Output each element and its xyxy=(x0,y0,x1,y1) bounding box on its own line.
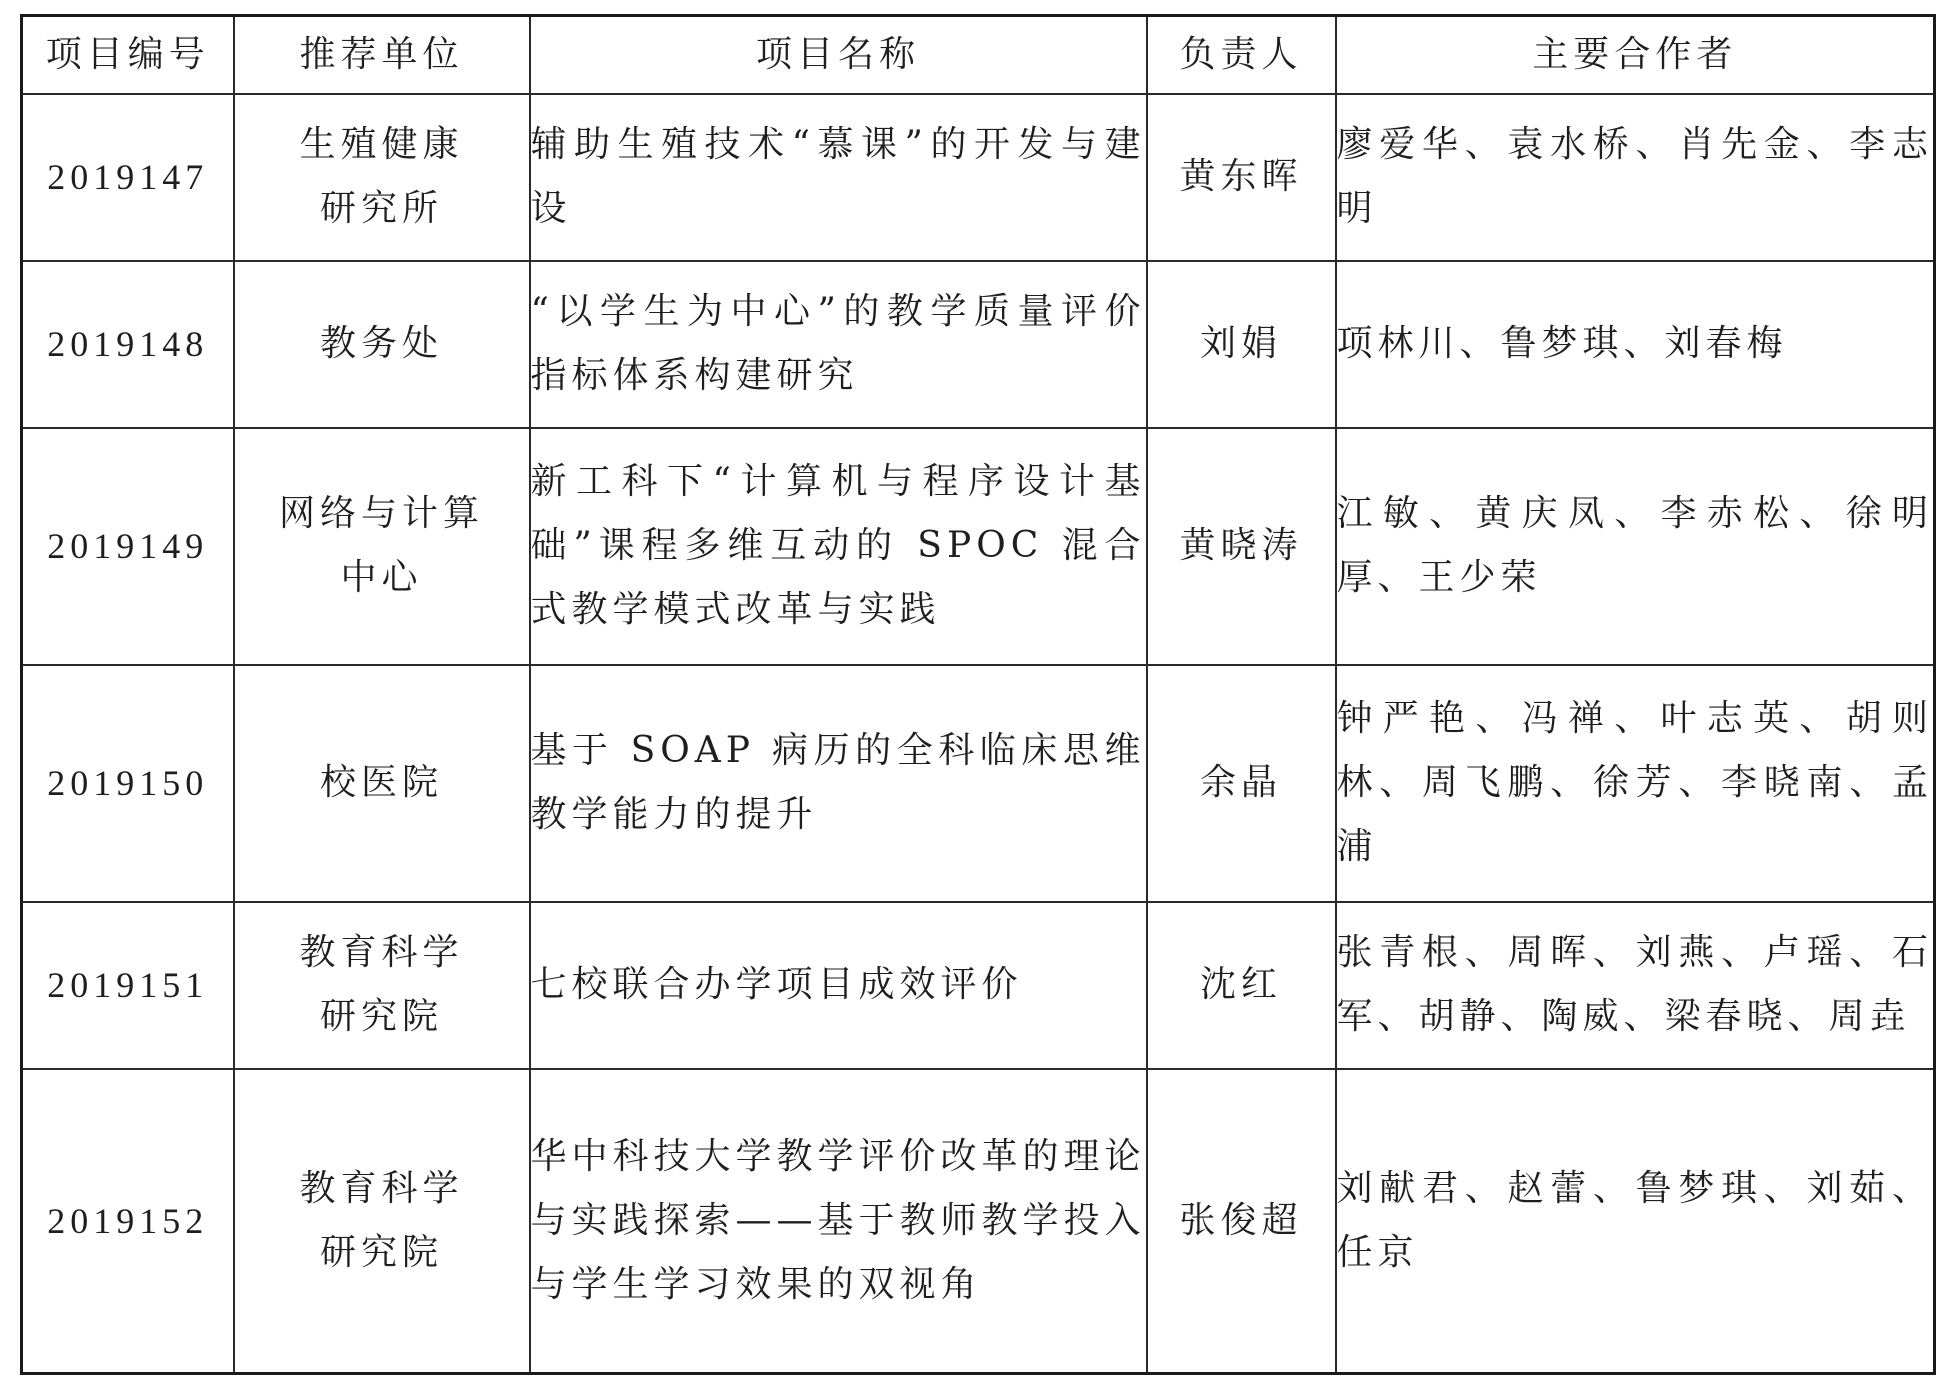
lead-cell: 沈红 xyxy=(1147,902,1336,1069)
header-project-id: 项目编号 xyxy=(22,16,234,94)
table-row xyxy=(22,94,1935,261)
project-id-cell: 2019151 xyxy=(22,902,234,1069)
lead-cell: 黄晓涛 xyxy=(1147,428,1336,665)
collaborators-cell: 张青根、周晖、刘燕、卢瑶、石军、胡静、陶威、梁春晓、周垚 xyxy=(1336,902,1935,1069)
project-name-cell: 华中科技大学教学评价改革的理论与实践探索——基于教师教学投入与学生学习效果的双视角 xyxy=(530,1069,1147,1374)
header-project-name: 项目名称 xyxy=(530,16,1147,94)
table-row xyxy=(22,428,1935,665)
unit-cell xyxy=(234,261,530,428)
collaborators-cell: 项林川、鲁梦琪、刘春梅 xyxy=(1336,261,1935,428)
project-name-cell: “以学生为中心”的教学质量评价指标体系构建研究 xyxy=(530,261,1147,428)
lead-cell: 刘娟 xyxy=(1147,261,1336,428)
project-id-cell: 2019148 xyxy=(22,261,234,428)
project-id-cell: 2019152 xyxy=(22,1069,234,1374)
project-name-cell: 基于 SOAP 病历的全科临床思维教学能力的提升 xyxy=(530,665,1147,902)
unit-cell xyxy=(234,902,530,1069)
lead-cell: 余晶 xyxy=(1147,665,1336,902)
table-row xyxy=(22,665,1935,902)
header-collaborators: 主要合作者 xyxy=(1336,16,1935,94)
project-id-cell: 2019149 xyxy=(22,428,234,665)
lead-cell: 张俊超 xyxy=(1147,1069,1336,1374)
collaborators-cell: 刘献君、赵蕾、鲁梦琪、刘茹、任京 xyxy=(1336,1069,1935,1374)
collaborators-cell: 钟严艳、冯禅、叶志英、胡则林、周飞鹏、徐芳、李晓南、孟浦 xyxy=(1336,665,1935,902)
unit-line: 教务处 xyxy=(319,323,443,364)
unit-cell xyxy=(234,94,530,261)
unit-cell xyxy=(234,428,530,665)
table-row xyxy=(22,261,1935,428)
project-name-cell: 新工科下“计算机与程序设计基础”课程多维互动的 SPOC 混合式教学模式改革与实践 xyxy=(530,428,1147,665)
header-lead: 负责人 xyxy=(1147,16,1336,94)
project-id-cell: 2019147 xyxy=(22,94,234,261)
unit-cell xyxy=(234,1069,530,1374)
table-row xyxy=(22,1069,1935,1374)
unit-line: 教育科学 研究院 xyxy=(299,932,464,1037)
unit-line: 网络与计算 中心 xyxy=(278,493,484,598)
collaborators-cell: 江敏、黄庆凤、李赤松、徐明厚、王少荣 xyxy=(1336,428,1935,665)
project-name-cell: 辅助生殖技术“慕课”的开发与建设 xyxy=(530,94,1147,261)
project-id-cell: 2019150 xyxy=(22,665,234,902)
projects-table xyxy=(20,14,1936,1375)
project-name-cell: 七校联合办学项目成效评价 xyxy=(530,902,1147,1069)
unit-line: 校医院 xyxy=(319,762,443,803)
unit-line: 教育科学 研究院 xyxy=(299,1167,464,1273)
unit-cell xyxy=(234,665,530,902)
lead-cell: 黄东晖 xyxy=(1147,94,1336,261)
unit-line: 生殖健康 研究所 xyxy=(299,124,464,229)
header-row xyxy=(22,16,1935,94)
table-row xyxy=(22,902,1935,1069)
header-recommending-unit: 推荐单位 xyxy=(234,16,530,94)
collaborators-cell: 廖爱华、袁水桥、肖先金、李志明 xyxy=(1336,94,1935,261)
